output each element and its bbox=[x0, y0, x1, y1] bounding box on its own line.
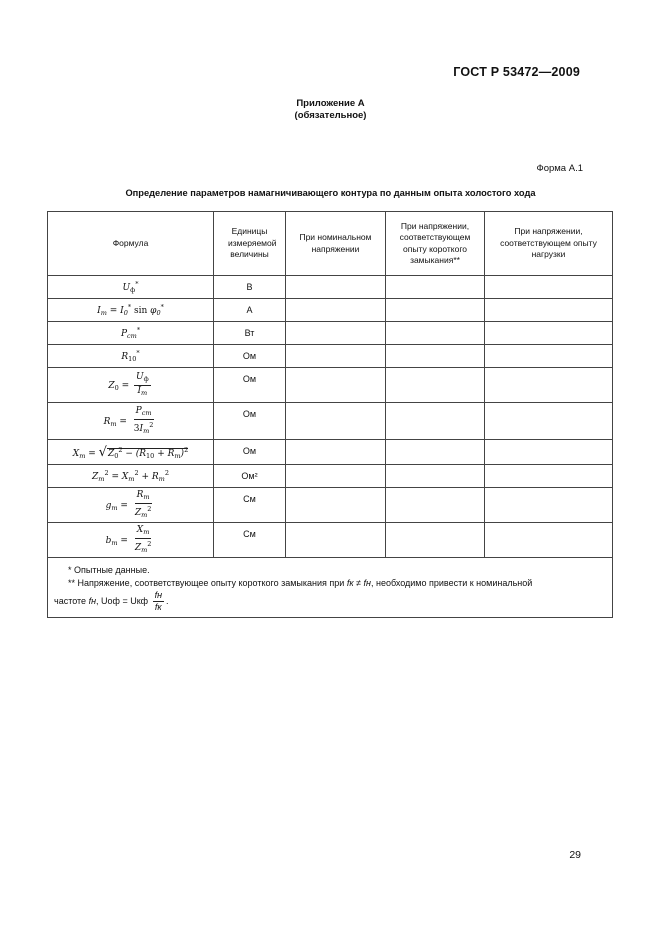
table-row bbox=[48, 465, 613, 488]
unit-cell: В bbox=[214, 276, 286, 299]
unit-cell: Ом bbox=[214, 345, 286, 368]
formula-zt: $Z_т^2 = X_т^2 + R_т^2$ bbox=[92, 469, 169, 483]
unit-cell: См bbox=[214, 523, 286, 558]
formula-bt: $b_т$ = $\frac{X_т}{Z_т^2}$ bbox=[105, 524, 152, 554]
table-notes bbox=[48, 558, 613, 618]
appendix-title: Приложение А bbox=[296, 98, 365, 109]
value-cell-nominal bbox=[286, 403, 386, 440]
value-cell-nominal bbox=[286, 465, 386, 488]
unit-cell: Ом² bbox=[214, 465, 286, 488]
formula-steel-losses: $P_{ст}^*$ bbox=[120, 326, 141, 340]
note-experimental-data: * Опытные данные. bbox=[68, 565, 150, 575]
unit-cell: Ом bbox=[214, 403, 286, 440]
formula-cell bbox=[48, 322, 214, 345]
table-row bbox=[48, 523, 613, 558]
value-cell-load bbox=[485, 523, 613, 558]
column-header-formula: Формула bbox=[48, 212, 214, 276]
formula-cell bbox=[48, 368, 214, 403]
value-cell-short-circuit bbox=[386, 299, 485, 322]
value-cell-short-circuit bbox=[386, 488, 485, 523]
formula-cell bbox=[48, 523, 214, 558]
table-notes-row bbox=[48, 558, 613, 618]
value-cell-nominal bbox=[286, 276, 386, 299]
column-header-load: При напряжении, соответствующем опыту нагрузки bbox=[485, 212, 613, 276]
formula-cell bbox=[48, 440, 214, 465]
value-cell-load bbox=[485, 345, 613, 368]
value-cell-short-circuit bbox=[386, 345, 485, 368]
unit-cell: А bbox=[214, 299, 286, 322]
unit-cell: Ом bbox=[214, 368, 286, 403]
value-cell-short-circuit bbox=[386, 368, 485, 403]
value-cell-nominal bbox=[286, 488, 386, 523]
formula-xt: $X_т = √Z_0^2 - (R_{10} + R_т)^2$ bbox=[72, 444, 189, 460]
column-header-nominal: При номинальном напряжении bbox=[286, 212, 386, 276]
table-caption: Определение параметров намагничивающего контура по данным опыта холостого хода bbox=[125, 188, 536, 198]
formula-rt: $R_т$ = $\frac{P_{ст}}{3I_т^2}$ bbox=[103, 405, 154, 435]
parameters-table bbox=[47, 211, 613, 618]
unit-cell: Вт bbox=[214, 322, 286, 345]
table-row bbox=[48, 299, 613, 322]
table-row bbox=[48, 440, 613, 465]
value-cell-load bbox=[485, 440, 613, 465]
table-header-row bbox=[48, 212, 613, 276]
value-cell-load bbox=[485, 465, 613, 488]
value-cell-nominal bbox=[286, 322, 386, 345]
table-row bbox=[48, 322, 613, 345]
value-cell-short-circuit bbox=[386, 523, 485, 558]
value-cell-nominal bbox=[286, 440, 386, 465]
unit-cell: См bbox=[214, 488, 286, 523]
form-label: Форма А.1 bbox=[536, 163, 583, 174]
appendix-subtitle: (обязательное) bbox=[294, 110, 367, 121]
value-cell-short-circuit bbox=[386, 403, 485, 440]
unit-cell: Ом bbox=[214, 440, 286, 465]
formula-cell bbox=[48, 465, 214, 488]
value-cell-short-circuit bbox=[386, 276, 485, 299]
column-header-short-circuit: При напряжении, соответствующем опыту короткого замыкания** bbox=[386, 212, 485, 276]
formula-z0: $Z_0$ = $\frac{U_ф}{I_т}$ bbox=[108, 371, 149, 397]
table-row bbox=[48, 488, 613, 523]
formula-cell bbox=[48, 299, 214, 322]
value-cell-load bbox=[485, 276, 613, 299]
formula-cell bbox=[48, 488, 214, 523]
standard-number: ГОСТ Р 53472—2009 bbox=[453, 65, 580, 79]
value-cell-short-circuit bbox=[386, 465, 485, 488]
table-row bbox=[48, 345, 613, 368]
formula-cell bbox=[48, 276, 214, 299]
value-cell-nominal bbox=[286, 299, 386, 322]
value-cell-load bbox=[485, 403, 613, 440]
value-cell-load bbox=[485, 322, 613, 345]
table-row bbox=[48, 403, 613, 440]
table-row bbox=[48, 368, 613, 403]
column-header-units: Единицы измеряемой величины bbox=[214, 212, 286, 276]
value-cell-load bbox=[485, 368, 613, 403]
appendix-heading bbox=[0, 98, 661, 122]
formula-cell bbox=[48, 403, 214, 440]
value-cell-nominal bbox=[286, 523, 386, 558]
value-cell-short-circuit bbox=[386, 322, 485, 345]
value-cell-nominal bbox=[286, 368, 386, 403]
formula-u-phase: $U_ф^*$ bbox=[122, 280, 139, 294]
note-short-circuit: ** Напряжение, соответствующее опыту короткого замыкания при fк ≠ fн, необходимо привести к номинальной bbox=[68, 578, 533, 588]
note-frequency: частоте fн, Uоф = Uкф $\frac{fн}{fк}$ . bbox=[54, 590, 169, 612]
formula-cell bbox=[48, 345, 214, 368]
formula-r10: $R_{10}^*$ bbox=[121, 349, 140, 363]
value-cell-short-circuit bbox=[386, 440, 485, 465]
value-cell-load bbox=[485, 299, 613, 322]
table-row bbox=[48, 276, 613, 299]
page-number: 29 bbox=[569, 849, 581, 861]
value-cell-load bbox=[485, 488, 613, 523]
formula-magnetizing-current: $I_т = I_0^*$ $\sin \varphi_0^*$ bbox=[97, 303, 164, 317]
value-cell-nominal bbox=[286, 345, 386, 368]
formula-gt: $g_т$ = $\frac{R_т}{Z_т^2}$ bbox=[105, 489, 152, 519]
